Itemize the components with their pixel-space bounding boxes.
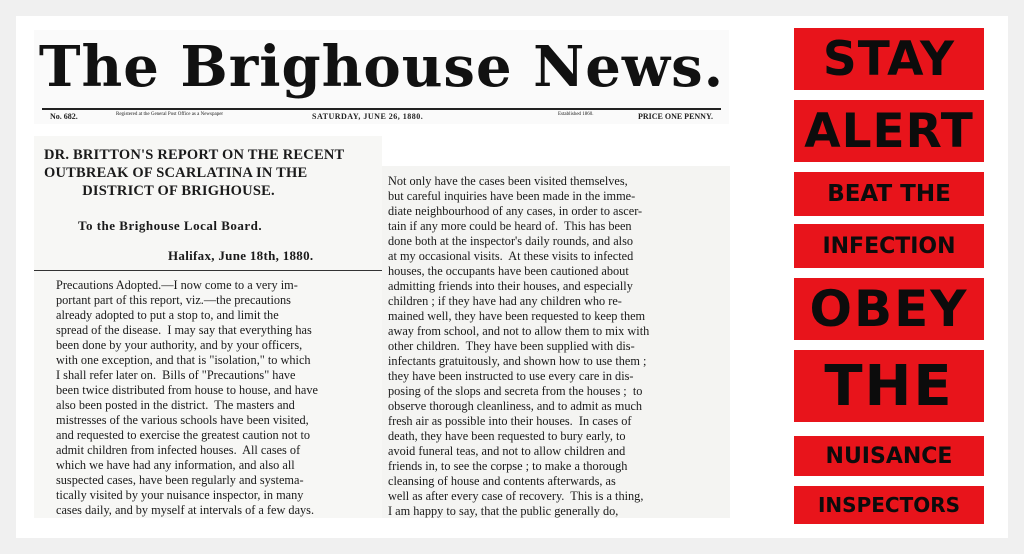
article-dateline: Halifax, June 18th, 1880. (168, 248, 314, 263)
article-left-column (34, 136, 382, 518)
slogan-stay: STAY (794, 28, 984, 90)
article-addressee: To the Brighouse Local Board. (78, 218, 263, 233)
slogan-alert: ALERT (794, 100, 984, 162)
article-body-left: Precautions Adopted.—I now come to a very im- portant part of this report, viz.—the precautions already adopted to put a stop to, and limit the spread of the disease. I may say that everything has been done by your authority, and by your officers, with one exception, and that is "isolation," to which I shall refer later on. Bills of "Precautions" have been twice distributed from house to house, and have also been posted in the district. The masters and mistresses of the various schools have been visited, and requested to exercise the greatest caution not to admit children from infected houses. All cases of which we have had any information, and also all suspected cases, have been regularly and systema- tically visited by your nuisance inspector, in many cases daily, and by myself at intervals of a few days. (56, 278, 318, 517)
article-right-column (382, 166, 730, 518)
price-label: PRICE ONE PENNY. (637, 112, 713, 121)
masthead-meta (50, 112, 713, 124)
slogan-infection: INFECTION (794, 224, 984, 268)
masthead-title: The Brighouse News. (38, 34, 725, 100)
slogan-column (794, 28, 984, 524)
slogan-inspectors: INSPECTORS (794, 486, 984, 524)
slogan-nuisance: NUISANCE (794, 436, 984, 476)
issue-date: SATURDAY, JUNE 26, 1880. (312, 112, 424, 121)
registration-note: Registered at the General Post Office as a Newspaper (116, 112, 224, 117)
masthead-rule (42, 108, 721, 110)
established-note: Established 1860. (558, 112, 594, 117)
slogan-beat-the: BEAT THE (794, 172, 984, 216)
issue-number: No. 682. (50, 112, 78, 121)
column-divider (34, 270, 382, 271)
newspaper-masthead (34, 30, 729, 124)
slogan-obey: OBEY (794, 278, 984, 340)
article-body-right: Not only have the cases been visited themselves, but careful inquiries have been made in the imme- diate neighbourhood of any cases, in order to ascer- tain if any more could be heard of. This has been done both at the inspector's daily rounds, and also at my occasional visits. At these visits to infected houses, the occupants have been cautioned about admitting friends into their houses, and especially children ; if they have had any children who re- mained well, they have been requested to keep them away from school, and not to allow them to mix with other children. They have been supplied with dis- infectants gratuitously, and shown how to use them ; they have been instructed to use every care in dis- posing of the slops and secreta from the houses ; to observe thorough cleanliness, and to admit as much fresh air as possible into their houses. In cases of death, they have been requested to bury early, to avoid funeral teas, and not to allow children and friends in, to see the corpse ; to make a thorough cleansing of house and contents afterwards, as well as after every case of recovery. This is a thing, I am happy to say, that the public generally do, (388, 174, 650, 518)
article-headline: DR. BRITTON'S REPORT ON THE RECENT OUTBREAK OF SCARLATINA IN THE DISTRICT OF BRIGHOUSE. (44, 147, 345, 199)
slogan-the: THE (794, 350, 984, 422)
